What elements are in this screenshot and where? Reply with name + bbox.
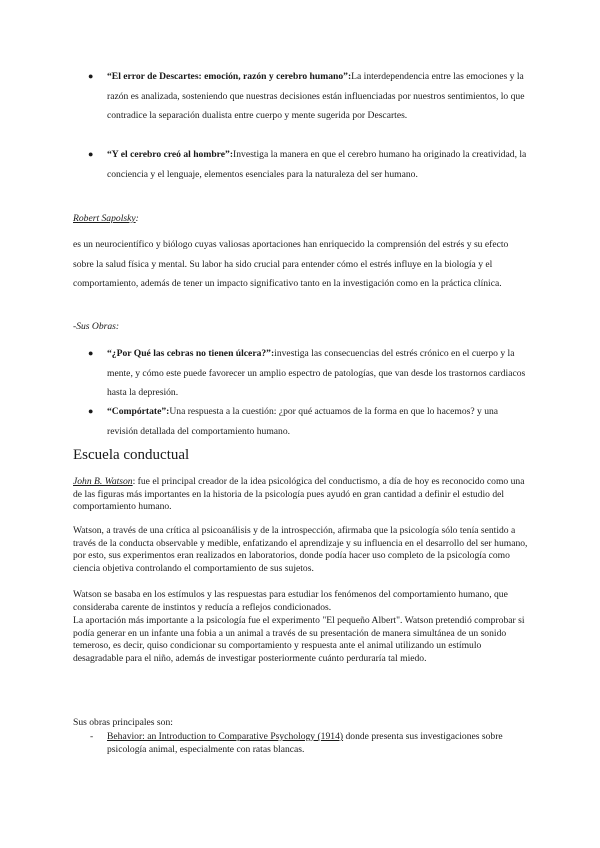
- list-item: [90, 731, 527, 756]
- list-item: [88, 344, 527, 403]
- work-title: “Compórtate”:: [107, 406, 170, 417]
- author-name-line: Robert Sapolsky:: [73, 213, 139, 224]
- work-title: Behavior: an Introduction to Comparative Psychology (1914): [107, 731, 344, 742]
- work-description: donde presenta sus investigaciones sobre psicología animal, especialmente con ratas blancas.: [107, 731, 503, 755]
- paragraph: La aportación más importante a la psicología fue el experimento "El pequeño Albert". Watson pretendió comprobar si podía generar en un infante una fobia a un animal a través de su presentación de manera simultánea de un sonido temeroso, es decir, quiso condicionar su comportamiento y respuesta ante el animal utilizando un estímulo desagradable para el niño, además de investigar posteriormente cuánto perduraría tal miedo.: [73, 615, 525, 664]
- section-heading: Escuela conductual: [73, 447, 190, 463]
- bullet-icon: ●: [88, 406, 94, 416]
- bullet-icon: ●: [88, 149, 94, 159]
- list-item: [88, 67, 527, 126]
- work-title: “El error de Descartes: emoción, razón y cerebro humano”:: [107, 71, 352, 82]
- paragraph: Watson, a través de una crítica al psicoanálisis y de la introspección, afirmaba que la psicología sólo tenía sentido a través de la conducta observable y medible, enfatizando el aprendizaje y su influencia en el desarrollo del ser humano, por esto, sus experimentos eran realizados en laboratorios, donde podía hacer uso completo de la psicología como ciencia objetiva controlando el comportamiento de sus sujetos.: [73, 525, 528, 574]
- work-title: “Y el cerebro creó al hombre”:: [107, 149, 234, 160]
- author-name: John B. Watson: [73, 476, 133, 487]
- work-description: Investiga la manera en que el cerebro humano ha originado la creatividad, la conciencia y el lenguaje, elementos esenciales para la naturaleza del ser humano.: [107, 149, 527, 180]
- work-description: La interdependencia entre las emociones y la razón es analizada, sosteniendo que nuestras decisiones están influenciadas por nuestros sentimientos, lo que contradice la separación dualista entre cuerpo y mente sugerida por Descartes.: [107, 71, 525, 121]
- watson-intro: John B. Watson: fue el principal creador de la idea psicológica del conductismo, a día de hoy es reconocido como una de las figuras más importantes en la historia de la psicología pues ayudó en gran cantidad a definir el estudio del comportamiento humano.: [73, 476, 525, 513]
- work-description: investiga las consecuencias del estrés crónico en el cuerpo y la mente, y cómo este puede favorecer un amplio espectro de patologías, que van desde los trastornos cardiacos hasta la depresión.: [107, 348, 526, 398]
- list-item: [88, 145, 527, 184]
- works-label: Sus obras principales son:: [73, 717, 173, 728]
- list-item: [88, 402, 527, 441]
- work-description: Una respuesta a la cuestión: ¿por qué actuamos de la forma en que lo hacemos? y una revisión detallada del comportamiento humano.: [107, 406, 499, 437]
- author-name: Robert Sapolsky: [73, 213, 136, 224]
- paragraph: Watson se basaba en los estímulos y las respuestas para estudiar los fenómenos del comportamiento humano, que consideraba carente de instintos y reducía a reflejos condicionados.: [73, 589, 508, 613]
- bullet-icon: ●: [88, 71, 94, 81]
- dash-bullet: -: [90, 731, 94, 742]
- works-label: -Sus Obras:: [73, 321, 120, 332]
- bullet-icon: ●: [88, 348, 94, 358]
- author-bio: es un neurocientífico y biólogo cuyas valiosas aportaciones han enriquecido la comprensión del estrés y su efecto sobre la salud física y mental. Su labor ha sido crucial para entender cómo el estrés influye en la biología y el comportamiento, además de tener un impacto significativo tanto en la investigación como en la práctica clínica.: [73, 239, 509, 289]
- work-title: “¿Por Qué las cebras no tienen úlcera?”:: [107, 348, 275, 359]
